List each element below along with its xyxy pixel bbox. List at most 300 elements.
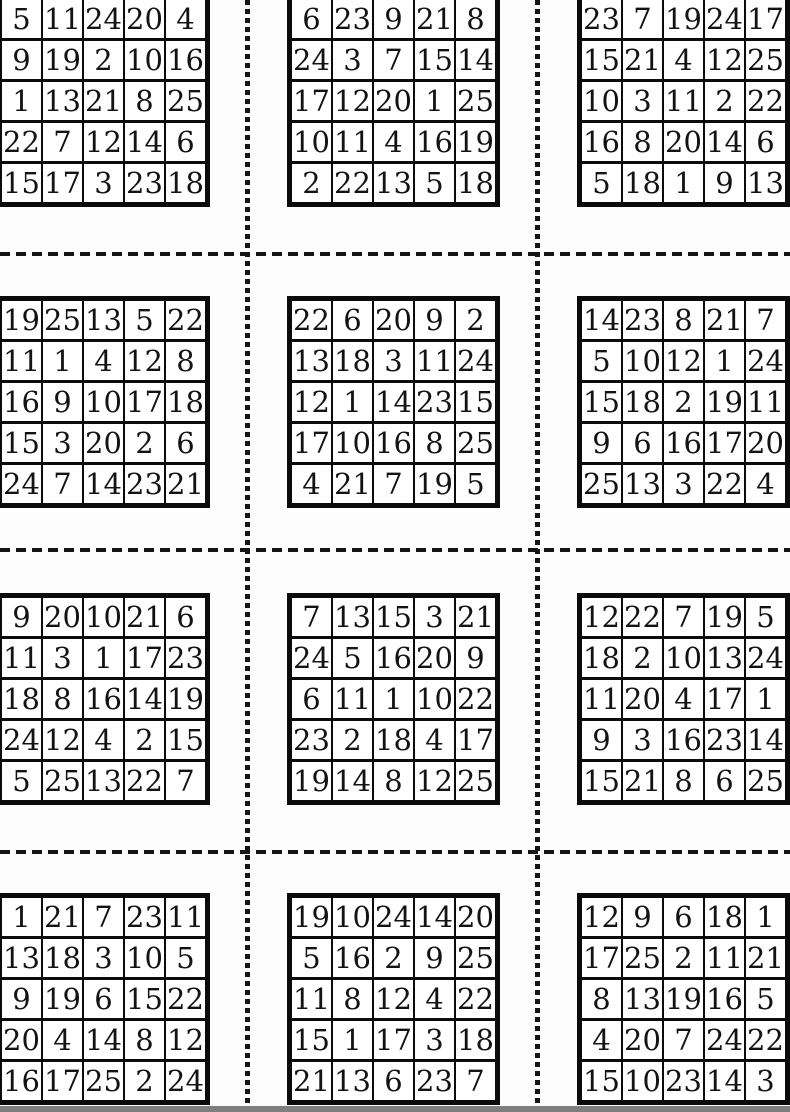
- number-cell: 13: [622, 464, 663, 506]
- number-cell: 5: [580, 341, 623, 382]
- number-cell: 23: [622, 299, 663, 341]
- number-cell: 9: [704, 163, 745, 205]
- card-row: [0, 979, 208, 1020]
- number-cell: 16: [0, 382, 42, 423]
- number-cell: 14: [745, 720, 788, 761]
- number-cell: 19: [704, 382, 745, 423]
- number-cell: 17: [580, 938, 623, 979]
- number-cell: 18: [332, 341, 373, 382]
- number-cell: 6: [290, 679, 333, 720]
- number-cell: 10: [622, 341, 663, 382]
- number-cell: 22: [704, 464, 745, 506]
- number-cell: 25: [455, 81, 498, 122]
- card-row: [0, 81, 208, 122]
- number-cell: 22: [124, 761, 165, 803]
- number-cell: 24: [0, 720, 42, 761]
- number-cell: 7: [663, 1020, 704, 1061]
- number-cell: 7: [663, 596, 704, 638]
- number-cell: 12: [704, 40, 745, 81]
- number-cell: 25: [580, 464, 623, 506]
- card-row: [0, 423, 208, 464]
- number-cell: 23: [124, 464, 165, 506]
- number-cell: 9: [0, 596, 42, 638]
- number-cell: 13: [704, 638, 745, 679]
- number-cell: 8: [124, 1020, 165, 1061]
- card-row: [580, 81, 788, 122]
- card-row: [290, 596, 498, 638]
- number-cell: 19: [42, 979, 83, 1020]
- number-cell: 5: [124, 299, 165, 341]
- number-cell: 3: [83, 163, 124, 205]
- number-cell: 20: [622, 679, 663, 720]
- number-cell: 8: [580, 979, 623, 1020]
- card-row: [580, 979, 788, 1020]
- number-cell: 22: [165, 979, 208, 1020]
- number-cell: 11: [0, 638, 42, 679]
- number-cell: 9: [42, 382, 83, 423]
- number-cell: 6: [83, 979, 124, 1020]
- number-cell: 25: [455, 761, 498, 803]
- number-cell: 6: [332, 299, 373, 341]
- bingo-card-table: [287, 296, 500, 508]
- number-cell: 24: [165, 1061, 208, 1103]
- number-cell: 7: [290, 596, 333, 638]
- number-cell: 12: [165, 1020, 208, 1061]
- number-cell: 12: [414, 761, 455, 803]
- card-row: [290, 299, 498, 341]
- number-cell: 23: [290, 720, 333, 761]
- number-cell: 17: [42, 1061, 83, 1103]
- number-cell: 9: [455, 638, 498, 679]
- number-cell: 6: [704, 761, 745, 803]
- number-cell: 12: [124, 341, 165, 382]
- number-cell: 20: [83, 423, 124, 464]
- number-cell: 14: [124, 122, 165, 163]
- number-cell: 4: [83, 720, 124, 761]
- number-cell: 9: [373, 0, 414, 40]
- number-cell: 21: [745, 938, 788, 979]
- bingo-card: [577, 593, 790, 805]
- card-row: [580, 638, 788, 679]
- card-row: [290, 122, 498, 163]
- number-cell: 19: [0, 299, 42, 341]
- card-row: [290, 382, 498, 423]
- card-row: [580, 464, 788, 506]
- number-cell: 1: [332, 382, 373, 423]
- number-cell: 22: [622, 596, 663, 638]
- number-cell: 6: [663, 896, 704, 938]
- vertical-cut-line-2: [535, 0, 540, 1112]
- number-cell: 11: [332, 679, 373, 720]
- card-row: [0, 122, 208, 163]
- number-cell: 17: [290, 81, 333, 122]
- number-cell: 4: [83, 341, 124, 382]
- card-row: [290, 679, 498, 720]
- card-row: [0, 596, 208, 638]
- number-cell: 1: [0, 896, 42, 938]
- number-cell: 9: [580, 423, 623, 464]
- number-cell: 23: [704, 720, 745, 761]
- number-cell: 13: [622, 979, 663, 1020]
- number-cell: 1: [332, 1020, 373, 1061]
- number-cell: 11: [704, 938, 745, 979]
- number-cell: 1: [663, 163, 704, 205]
- number-cell: 22: [455, 679, 498, 720]
- number-cell: 4: [745, 464, 788, 506]
- number-cell: 21: [332, 464, 373, 506]
- number-cell: 19: [704, 596, 745, 638]
- horizontal-cut-line-2: [0, 548, 790, 552]
- card-row: [0, 382, 208, 423]
- number-cell: 14: [83, 464, 124, 506]
- bingo-card: [0, 893, 210, 1105]
- number-cell: 15: [580, 40, 623, 81]
- card-row: [580, 1061, 788, 1103]
- number-cell: 25: [745, 40, 788, 81]
- number-cell: 24: [704, 1020, 745, 1061]
- number-cell: 24: [0, 464, 42, 506]
- number-cell: 17: [124, 638, 165, 679]
- number-cell: 11: [290, 979, 333, 1020]
- number-cell: 20: [373, 299, 414, 341]
- number-cell: 9: [0, 979, 42, 1020]
- card-row: [580, 299, 788, 341]
- number-cell: 3: [83, 938, 124, 979]
- card-row: [290, 979, 498, 1020]
- number-cell: 9: [622, 896, 663, 938]
- card-row: [0, 40, 208, 81]
- number-cell: 3: [414, 596, 455, 638]
- number-cell: 7: [165, 761, 208, 803]
- number-cell: 23: [124, 896, 165, 938]
- number-cell: 13: [290, 341, 333, 382]
- number-cell: 2: [663, 382, 704, 423]
- number-cell: 3: [373, 341, 414, 382]
- number-cell: 6: [165, 423, 208, 464]
- number-cell: 1: [83, 638, 124, 679]
- number-cell: 2: [663, 938, 704, 979]
- number-cell: 22: [455, 979, 498, 1020]
- number-cell: 15: [165, 720, 208, 761]
- card-row: [0, 464, 208, 506]
- number-cell: 8: [663, 299, 704, 341]
- number-cell: 15: [580, 382, 623, 423]
- vertical-cut-line-1: [245, 0, 250, 1112]
- number-cell: 22: [165, 299, 208, 341]
- number-cell: 5: [455, 464, 498, 506]
- number-cell: 20: [373, 81, 414, 122]
- number-cell: 10: [663, 638, 704, 679]
- card-row: [580, 938, 788, 979]
- number-cell: 11: [580, 679, 623, 720]
- number-cell: 10: [332, 896, 373, 938]
- number-cell: 9: [414, 299, 455, 341]
- number-cell: 15: [373, 596, 414, 638]
- card-row: [580, 596, 788, 638]
- number-cell: 10: [83, 596, 124, 638]
- number-cell: 16: [580, 122, 623, 163]
- number-cell: 20: [42, 596, 83, 638]
- number-cell: 21: [455, 596, 498, 638]
- number-cell: 11: [42, 0, 83, 40]
- bingo-card-table: [0, 893, 210, 1105]
- number-cell: 10: [124, 40, 165, 81]
- bingo-card: [287, 893, 500, 1105]
- number-cell: 22: [290, 299, 333, 341]
- number-cell: 8: [332, 979, 373, 1020]
- bingo-card: [577, 296, 790, 508]
- bingo-card: [0, 296, 210, 508]
- number-cell: 14: [704, 122, 745, 163]
- bingo-card-table: [0, 0, 210, 207]
- number-cell: 10: [622, 1061, 663, 1103]
- card-row: [290, 0, 498, 40]
- number-cell: 7: [373, 464, 414, 506]
- number-cell: 18: [165, 163, 208, 205]
- number-cell: 18: [580, 638, 623, 679]
- number-cell: 23: [414, 382, 455, 423]
- number-cell: 19: [290, 761, 333, 803]
- number-cell: 6: [745, 122, 788, 163]
- number-cell: 2: [290, 163, 333, 205]
- number-cell: 25: [455, 938, 498, 979]
- number-cell: 21: [704, 299, 745, 341]
- number-cell: 8: [663, 761, 704, 803]
- bingo-card: [577, 0, 790, 207]
- number-cell: 9: [580, 720, 623, 761]
- number-cell: 18: [373, 720, 414, 761]
- number-cell: 2: [124, 423, 165, 464]
- number-cell: 16: [663, 423, 704, 464]
- number-cell: 7: [455, 1061, 498, 1103]
- number-cell: 5: [414, 163, 455, 205]
- number-cell: 4: [414, 979, 455, 1020]
- number-cell: 6: [622, 423, 663, 464]
- number-cell: 21: [83, 81, 124, 122]
- number-cell: 5: [290, 938, 333, 979]
- number-cell: 5: [580, 163, 623, 205]
- bingo-card-table: [287, 593, 500, 805]
- card-row: [0, 679, 208, 720]
- number-cell: 23: [414, 1061, 455, 1103]
- number-cell: 14: [83, 1020, 124, 1061]
- horizontal-cut-line-3: [0, 850, 790, 854]
- number-cell: 25: [42, 299, 83, 341]
- number-cell: 14: [373, 382, 414, 423]
- number-cell: 19: [165, 679, 208, 720]
- number-cell: 21: [165, 464, 208, 506]
- number-cell: 18: [704, 896, 745, 938]
- number-cell: 16: [373, 423, 414, 464]
- number-cell: 20: [745, 423, 788, 464]
- number-cell: 21: [124, 596, 165, 638]
- number-cell: 16: [165, 40, 208, 81]
- number-cell: 5: [332, 638, 373, 679]
- bingo-card: [0, 0, 210, 207]
- card-row: [0, 1061, 208, 1103]
- number-cell: 18: [0, 679, 42, 720]
- number-cell: 19: [414, 464, 455, 506]
- number-cell: 2: [332, 720, 373, 761]
- number-cell: 24: [290, 40, 333, 81]
- card-row: [0, 341, 208, 382]
- number-cell: 2: [124, 720, 165, 761]
- number-cell: 11: [0, 341, 42, 382]
- number-cell: 16: [0, 1061, 42, 1103]
- number-cell: 8: [455, 0, 498, 40]
- number-cell: 15: [580, 1061, 623, 1103]
- number-cell: 6: [290, 0, 333, 40]
- number-cell: 5: [0, 0, 42, 40]
- number-cell: 11: [663, 81, 704, 122]
- number-cell: 21: [622, 40, 663, 81]
- number-cell: 7: [42, 464, 83, 506]
- number-cell: 3: [42, 423, 83, 464]
- number-cell: 15: [414, 40, 455, 81]
- card-row: [580, 896, 788, 938]
- number-cell: 8: [124, 81, 165, 122]
- number-cell: 25: [42, 761, 83, 803]
- number-cell: 21: [414, 0, 455, 40]
- number-cell: 3: [332, 40, 373, 81]
- number-cell: 3: [663, 464, 704, 506]
- card-row: [290, 163, 498, 205]
- number-cell: 18: [165, 382, 208, 423]
- card-row: [0, 0, 208, 40]
- number-cell: 23: [332, 0, 373, 40]
- number-cell: 10: [83, 382, 124, 423]
- number-cell: 15: [124, 979, 165, 1020]
- number-cell: 18: [622, 382, 663, 423]
- number-cell: 7: [373, 40, 414, 81]
- number-cell: 17: [745, 0, 788, 40]
- number-cell: 20: [622, 1020, 663, 1061]
- number-cell: 13: [332, 1061, 373, 1103]
- number-cell: 12: [42, 720, 83, 761]
- number-cell: 10: [414, 679, 455, 720]
- number-cell: 10: [290, 122, 333, 163]
- number-cell: 4: [663, 679, 704, 720]
- scan-edge-bottom: [0, 1106, 790, 1112]
- card-row: [290, 464, 498, 506]
- number-cell: 24: [704, 0, 745, 40]
- number-cell: 18: [42, 938, 83, 979]
- number-cell: 7: [622, 0, 663, 40]
- horizontal-cut-line-1: [0, 252, 790, 256]
- number-cell: 18: [455, 163, 498, 205]
- number-cell: 20: [663, 122, 704, 163]
- card-row: [580, 0, 788, 40]
- number-cell: 2: [704, 81, 745, 122]
- card-row: [580, 382, 788, 423]
- number-cell: 11: [332, 122, 373, 163]
- number-cell: 20: [124, 0, 165, 40]
- number-cell: 1: [42, 341, 83, 382]
- number-cell: 12: [663, 341, 704, 382]
- number-cell: 13: [745, 163, 788, 205]
- card-row: [0, 761, 208, 803]
- number-cell: 8: [373, 761, 414, 803]
- number-cell: 2: [455, 299, 498, 341]
- number-cell: 17: [704, 423, 745, 464]
- number-cell: 24: [745, 341, 788, 382]
- number-cell: 14: [455, 40, 498, 81]
- number-cell: 17: [704, 679, 745, 720]
- number-cell: 21: [42, 896, 83, 938]
- number-cell: 6: [165, 596, 208, 638]
- number-cell: 12: [580, 596, 623, 638]
- number-cell: 13: [83, 761, 124, 803]
- card-row: [580, 720, 788, 761]
- bingo-card-table: [0, 593, 210, 805]
- number-cell: 4: [373, 122, 414, 163]
- number-cell: 25: [622, 938, 663, 979]
- card-row: [290, 896, 498, 938]
- bingo-card: [287, 593, 500, 805]
- number-cell: 22: [332, 163, 373, 205]
- number-cell: 23: [663, 1061, 704, 1103]
- number-cell: 5: [745, 979, 788, 1020]
- number-cell: 18: [622, 163, 663, 205]
- number-cell: 5: [165, 938, 208, 979]
- card-row: [0, 299, 208, 341]
- number-cell: 25: [83, 1061, 124, 1103]
- card-row: [0, 720, 208, 761]
- number-cell: 22: [0, 122, 42, 163]
- card-row: [290, 1061, 498, 1103]
- number-cell: 17: [373, 1020, 414, 1061]
- card-row: [580, 679, 788, 720]
- number-cell: 17: [42, 163, 83, 205]
- number-cell: 4: [290, 464, 333, 506]
- number-cell: 17: [455, 720, 498, 761]
- card-row: [0, 163, 208, 205]
- number-cell: 4: [42, 1020, 83, 1061]
- card-row: [0, 1020, 208, 1061]
- number-cell: 13: [42, 81, 83, 122]
- number-cell: 16: [83, 679, 124, 720]
- bingo-card: [287, 0, 500, 207]
- number-cell: 25: [745, 761, 788, 803]
- number-cell: 3: [622, 720, 663, 761]
- number-cell: 15: [455, 382, 498, 423]
- number-cell: 19: [455, 122, 498, 163]
- number-cell: 13: [373, 163, 414, 205]
- number-cell: 19: [663, 979, 704, 1020]
- number-cell: 2: [622, 638, 663, 679]
- number-cell: 12: [373, 979, 414, 1020]
- number-cell: 13: [83, 299, 124, 341]
- card-row: [290, 40, 498, 81]
- number-cell: 9: [414, 938, 455, 979]
- number-cell: 12: [580, 896, 623, 938]
- number-cell: 6: [373, 1061, 414, 1103]
- card-row: [290, 638, 498, 679]
- bingo-card-table: [0, 296, 210, 508]
- number-cell: 3: [622, 81, 663, 122]
- number-cell: 7: [83, 896, 124, 938]
- card-row: [0, 638, 208, 679]
- number-cell: 16: [704, 979, 745, 1020]
- number-cell: 12: [332, 81, 373, 122]
- number-cell: 4: [414, 720, 455, 761]
- number-cell: 10: [332, 423, 373, 464]
- number-cell: 8: [42, 679, 83, 720]
- number-cell: 21: [622, 761, 663, 803]
- number-cell: 3: [414, 1020, 455, 1061]
- number-cell: 5: [0, 761, 42, 803]
- number-cell: 4: [165, 0, 208, 40]
